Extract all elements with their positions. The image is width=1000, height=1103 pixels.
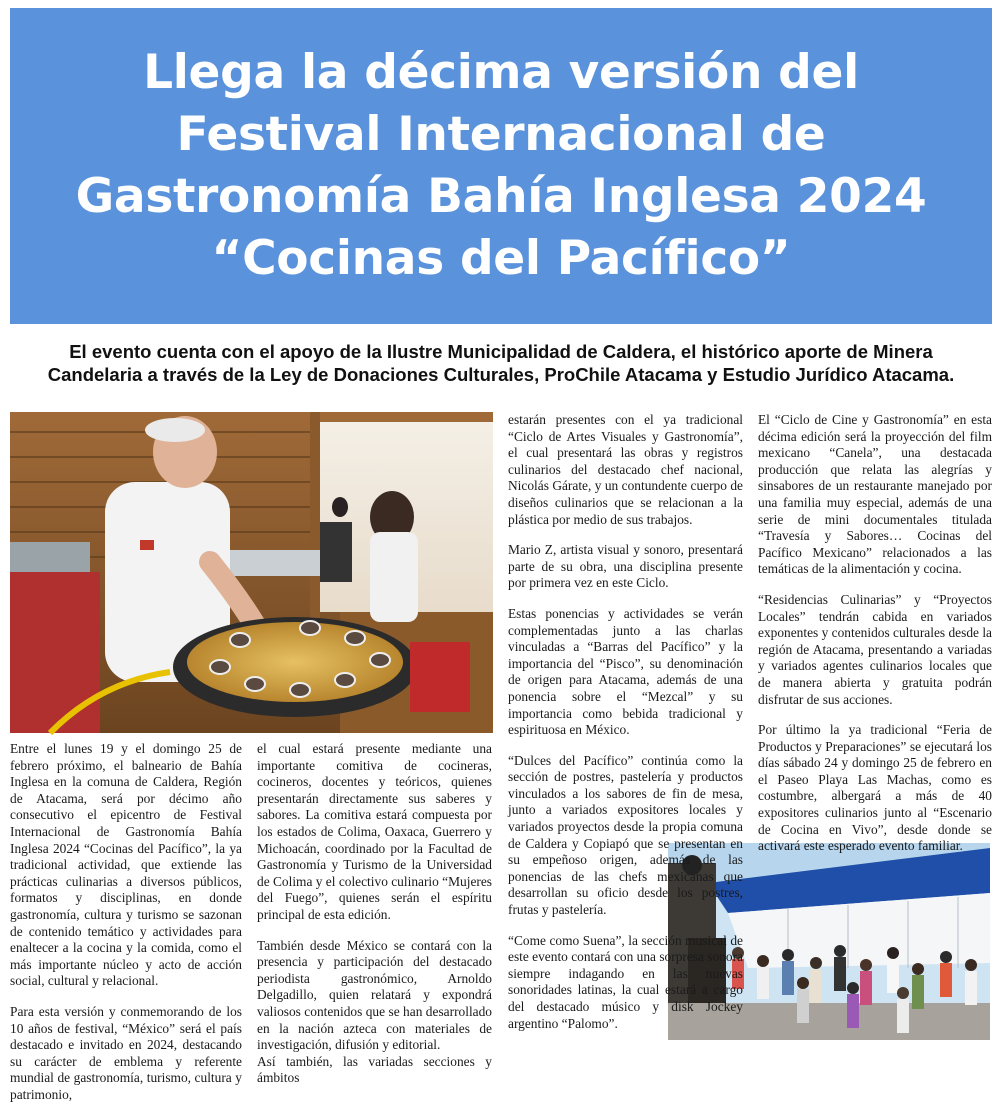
paragraph: “Residencias Culinarias” y “Proyectos Locales” tendrán cabida en variados exponentes y contenidos culturales desde la región de Atacama, presentando a variadas y variados agentes culinarios locales que de manera abierta y gratuita podrán disfrutar de sus acciones. [758,591,992,707]
headline-line: Festival Internacional de [176,107,826,162]
paragraph: “Come como Suena”, la sección musical de este evento contará con una sorpresa sonora siempre indagando en las nuevas sonoridades latinas, la cual estará a cargo del destacado músico y disk Jockey argentino “Palomo”. [508,932,743,1031]
paragraph: Entre el lunes 19 y el domingo 25 de febrero próximo, el balneario de Bahía Inglesa en la comuna de Caldera, Región de Atacama, será por décimo año consecutivo el epicentro de Festival Internacional de Gastronomía Bahía Inglesa 2024 “Cocinas del Pacífico”, la ya tradicional actividad, que extiende las prácticas culinarias a diversos públicos, formatos y disciplinas, en donde gastronomía, cultura y turismo se sazonan de contenido temático y actividades para enaltecer a la cocina y la comida, como el más importante núcleo y acto de acción social, cultural y relacional. [10,741,242,989]
chef-paella-photo [10,412,493,733]
article-column-4 [758,412,992,855]
paragraph: Para esta versión y conmemorando de los 10 años de festival, “México” será el país destacado e invitado en 2024, destacando su carácter de emblema y referente mundial de gastronomía, turismo, cultura y patrimonio, [10,1003,242,1102]
paragraph: Estas ponencias y actividades se verán complementadas junto a las charlas vinculadas a “Barras del Pacífico” y la importancia del “Pisco”, su denominación de origen para Atacama, además de una ponencia sobre el “Mezcal” y su importancia como bebida tradicional y espirituosa en México. [508,605,743,738]
headline-banner [10,8,992,324]
paragraph: También desde México se contará con la presencia y participación del destacado periodista gastronómico, Arnoldo Delgadillo, quien relatará y expondrá valiosos contenidos que se han desarrollado en la nación azteca con materiales de investigación, difusión y editorial. [257,937,492,1053]
subtitle-line: Candelaria a través de la Ley de Donaciones Culturales, ProChile Atacama y Estudio Jurídico Atacama. [47,364,955,385]
paragraph: El “Ciclo de Cine y Gastronomía” en esta décima edición será la proyección del film mexicano “Canela”, una destacada producción que relata las alegrías y sinsabores de un restaurante manejado por una familia muy especial, además de una serie de mini documentales titulada “Travesía y Sabores… Cocinas del Pacífico Mexicano” relacionados a las temáticas de la alimentación y cocina. [758,412,992,577]
paragraph: estarán presentes con el ya tradicional “Ciclo de Artes Visuales y Gastronomía”, el cual presentará las obras y registros culinarios del destacado chef nacional, Nicolás Gárate, y un contundente cuerpo de diseños culinarios que se relacionan a la plástica por medio de sus trabajos. [508,412,743,527]
article-column-2 [257,741,492,1087]
headline-line: “Cocinas del Pacífico” [211,231,791,286]
subtitle [20,340,982,386]
paragraph: Por último la ya tradicional “Feria de Productos y Preparaciones” se ejecutará los días sábado 24 y domingo 25 de febrero en el Paseo Playa Las Machas, como es costumbre, albergará a más de 40 expositores culinarios junto al “Escenario de Cocina en Vivo”, desde donde se activará este esperado evento familiar. [758,722,992,854]
headline [76,42,927,290]
paragraph: el cual estará presente mediante una importante comitiva de cocineras, cocineros, docentes y teóricos, quienes presentarán directamente sus saberes y sabores. La comitiva estará compuesta por los estados de Colima, Oaxaca, Guerrero y Michoacán, coordinado por la Facultad de Gastronomía y Turismo de la Universidad de Colima y el colectivo culinario “Mujeres del Fuego”, quienes serán el espíritu principal de esta edición. [257,741,493,922]
article-column-1 [10,741,242,1103]
article-column-3 [508,412,743,1032]
paragraph: Así también, las variadas secciones y ámbitos [257,1053,492,1086]
paragraph: “Dulces del Pacífico” continúa como la sección de postres, pastelería y productos vinculados a los sabores de fin de mesa, junto a variados expositores locales y variados proyectos desde la propia comuna de Caldera y Copiapó que se presentan en su empeñoso origen, además de las ponencias de las chefs mexicanas que desarrollan su oficio desde los postres, frutas y pastelería. [508,752,743,918]
headline-line: Llega la décima versión del [143,45,859,100]
subtitle-line: El evento cuenta con el apoyo de la Ilustre Municipalidad de Caldera, el histórico aporte de Minera [69,341,933,362]
paragraph: Mario Z, artista visual y sonoro, presentará parte de su obra, una disciplina presente por primera vez en este Ciclo. [508,542,743,591]
headline-line: Gastronomía Bahía Inglesa 2024 [75,169,927,224]
chef-paella-illustration [10,412,493,733]
